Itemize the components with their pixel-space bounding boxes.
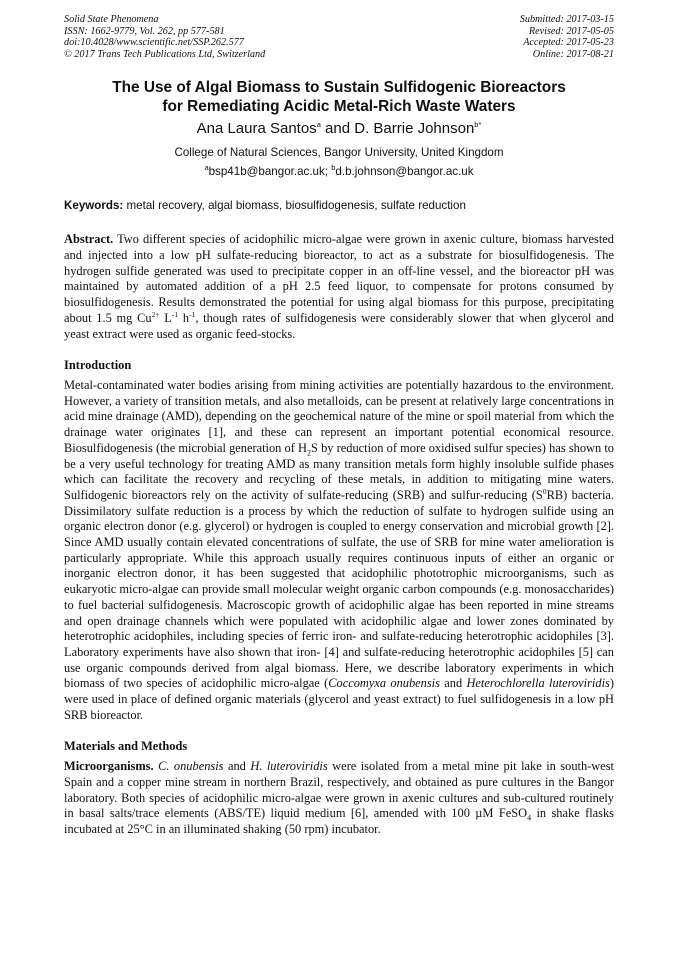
abstract-text-1: Two different species of acidophilic micro-algae were grown in axenic culture, biomass harvested and injected into a low pH sulfate-reducing bioreactor, to act as a substrate for biosulfidogenesis. The hydrogen sulfide generated was used to precipitate copper in an off-line vessel, and the bioreactor pH was maintained by automated addition of a pH 2.5 feed liquor, to compensate for protons consumed by biosulfidogenesis. Results demonstrated the potential for using algal biomass for this purpose, precipitating about 1.5 mg Cu [64, 232, 614, 325]
revised-date: Revised: 2017-05-05 [528, 25, 614, 37]
author-2: D. Barrie Johnson [354, 120, 475, 138]
email-a-marker: a [204, 163, 209, 173]
abstract [64, 232, 614, 342]
abstract-text-2: L [159, 310, 172, 325]
intro-sup-1: 0 [542, 486, 547, 496]
header-right [520, 14, 614, 60]
submitted-date: Submitted: 2017-03-15 [519, 14, 614, 25]
authors [64, 120, 614, 138]
methods-paragraph [64, 759, 614, 838]
methods-sub-1: 4 [527, 813, 532, 823]
online-date: Online: 2017-08-21 [532, 48, 614, 60]
title-line-2: for Remediating Acidic Metal-Rich Waste Waters [162, 98, 516, 116]
email-b-marker: b [331, 163, 336, 173]
intro-species-1: Coccomyxa onubensis [328, 676, 440, 691]
paper-title [64, 78, 614, 116]
abstract-label: Abstract. [64, 232, 114, 247]
author-2-marker: b* [474, 120, 482, 130]
email-a: bsp41b@bangor.ac.uk; [208, 165, 332, 179]
page [64, 14, 614, 838]
accepted-date: Accepted: 2017-05-23 [523, 37, 614, 49]
abstract-sup-1: 2+ [151, 309, 160, 319]
issn: ISSN: 1662-9779, Vol. 262, pp 577-581 [64, 25, 225, 37]
methods-species-2: H. luteroviridis [250, 759, 328, 774]
doi: doi:10.4028/www.scientific.net/SSP.262.577 [64, 37, 244, 49]
intro-text-1: Metal-contaminated water bodies arising from mining activities are potentially hazardous to the environment. However, a variety of transition metals, and also metalloids, can be present at relatively large concentrations in acid mine drainage (AMD), depending on the geochemical nature of the mine or spoil material from which the drainage water originates [1], and these can represent an important potential economical resource. Biosulfidogenesis (the microbial generation of H [64, 378, 614, 455]
methods-text-1: and [223, 759, 251, 774]
copyright: © 2017 Trans Tech Publications Ltd, Switzerland [64, 48, 266, 60]
intro-text-4: and [439, 676, 467, 691]
emails [64, 165, 614, 179]
intro-text-3: RB) bacteria. Dissimilatory sulfate reduction is a process by which the reduction of sulfate to hydrogen sulfide using an organic electron donor (e.g. glycerol) or hydrogen is coupled to energy conservation and microbial growth [2]. Since AMD usually contain elevated concentrations of sulfate, the use of SRB for mine water amelioration is particularly appropriate. While this approach usually requires continuous inputs of either an organic or inorganic electron donor, it has been suggested that acidophilic phototrophic microorganisms, such as eukaryotic micro-algae can provide small molecular weight organic carbon compounds (e.g. monosaccharides) to fuel bacterial sulfidogenesis. Macroscopic growth of acidophilic algae has been reported in mine streams and open drainage channels which were populated with acidophilic algae and lower zones dominated by heterotrophic acidophiles, including species of ferric iron- and sulfate-reducing heterotrophic acidophiles [3]. Laboratory experiments have also shown that iron- [4] and sulfate-reducing heterotrophic acidophiles [5] can use organic compounds derived from algal biomass. Here, we describe laboratory experiments in which biomass of two species of acidophilic micro-algae ( [64, 487, 614, 691]
keywords-label: Keywords: [64, 199, 124, 213]
methods-heading: Materials and Methods [64, 739, 188, 754]
keywords-text: metal recovery, algal biomass, biosulfidogenesis, sulfate reduction [123, 199, 466, 213]
methods-text-2: were isolated from a metal mine pit lake in south-west Spain and a copper mine stream in northern Brazil, respectively, and obtained as pure cultures in the Bangor laboratory. Both species of acidophilic micro-algae were grown in axenic cultures and sub-cultured routinely in basal salts/trace elements (ABS/TE) liquid medium [6], amended with 100 µM FeSO [64, 759, 614, 821]
abstract-sup-2: -1 [171, 309, 179, 319]
methods-species-1: C. onubensis [153, 759, 224, 774]
authors-and: and [320, 120, 355, 138]
header-left [64, 14, 265, 60]
intro-text-5: ) were used in place of defined organic materials (glycerol and yeast extract) to fuel sulfidogenesis in a low pH SRB bioreactor. [64, 676, 614, 722]
introduction-paragraph [64, 378, 614, 723]
affiliation: College of Natural Sciences, Bangor University, United Kingdom [174, 146, 504, 160]
keywords [64, 199, 614, 213]
intro-sub-1: 2 [307, 448, 312, 458]
abstract-sup-3: -1 [189, 309, 196, 319]
title-line-1: The Use of Algal Biomass to Sustain Sulfidogenic Bioreactors [112, 79, 566, 97]
author-1-marker: a [316, 120, 321, 130]
abstract-text-3: h [178, 310, 190, 325]
author-1: Ana Laura Santos [196, 120, 317, 138]
journal-header [64, 14, 614, 60]
introduction-heading: Introduction [64, 358, 132, 373]
journal-name: Solid State Phenomena [64, 14, 159, 25]
methods-label: Microorganisms. [64, 759, 154, 774]
intro-species-2: Heterochlorella luteroviridis [466, 676, 610, 691]
abstract-text-4: , though rates of sulfidogenesis were considerably slower that when glycerol and yeast extract were used as organic feed-stocks. [64, 310, 614, 341]
methods-text-3: in shake flasks incubated at 25°C in an illuminated shaking (50 rpm) incubator. [64, 806, 614, 836]
email-b: d.b.johnson@bangor.ac.uk [335, 165, 474, 179]
intro-text-2: S by reduction of more oxidised sulfur species) has shown to be a very useful technology for treating AMD as many transition metals form highly insoluble sulfide phases which can facilitate the recovery and recycling of these metals, in addition to mitigating mine waters. Sulfidogenic bioreactors rely on the activity of sulfate-reducing (SRB) and sulfur-reducing (S [64, 440, 614, 502]
